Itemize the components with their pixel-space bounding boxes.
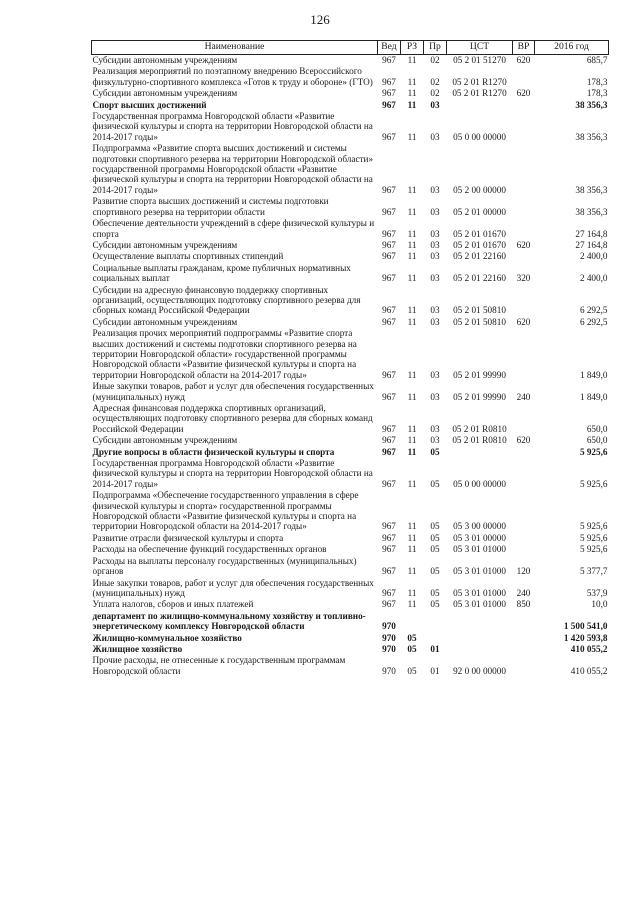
cell-name: Государственная программа Новгородской области «Развитие физической культуры и спорта на территории Новгородской области на 2014-2017 годы» <box>92 111 373 142</box>
cell-name: Обеспечение деятельности учреждений в сфере физической культуры и спорта <box>92 218 375 239</box>
cell-cst: 05 3 01 01000 <box>453 599 506 610</box>
cell-ved: 967 <box>382 446 396 457</box>
header-vr: ВР <box>513 41 535 55</box>
cell-cst: 05 2 01 22160 <box>453 273 506 284</box>
header-row <box>92 41 609 55</box>
cell-vr: 320 <box>516 273 531 284</box>
cell-ved: 967 <box>382 206 396 217</box>
cell-vr: 850 <box>516 599 531 610</box>
table-row <box>92 578 609 600</box>
table-row <box>92 196 609 218</box>
cell-sum: 38 356,3 <box>575 131 608 142</box>
budget-table <box>91 40 609 677</box>
cell-pr: 05 <box>430 478 440 489</box>
table-row <box>92 556 609 578</box>
table-row <box>92 143 609 196</box>
cell-sum: 5 377,7 <box>579 566 608 577</box>
cell-cst: 05 2 01 00000 <box>453 206 506 217</box>
cell-cst: 05 0 00 00000 <box>453 131 506 142</box>
cell-cst <box>447 611 513 633</box>
cell-ved: 970 <box>382 621 396 632</box>
table-row <box>92 55 609 67</box>
cell-rz: 11 <box>407 273 417 284</box>
cell-rz: 11 <box>407 184 417 195</box>
cell-sum: 5 925,6 <box>579 544 608 555</box>
cell-name: Субсидии автономным учреждениям <box>92 435 238 446</box>
table-row <box>92 88 609 99</box>
cell-sum: 5 925,6 <box>579 478 608 489</box>
cell-vr <box>513 66 535 88</box>
cell-rz: 11 <box>407 251 417 262</box>
cell-name: Субсидии автономным учреждениям <box>92 88 238 99</box>
cell-pr: 03 <box>430 305 440 316</box>
cell-cst: 05 2 01 R1270 <box>452 76 507 87</box>
cell-name: Адресная финансовая поддержка спортивных организаций, осуществляющих подготовку спортивного резерва для сборных команд Российской Федерации <box>92 403 373 434</box>
table-body <box>92 55 609 678</box>
cell-ved: 967 <box>382 131 396 142</box>
cell-vr <box>513 447 535 458</box>
cell-cst <box>447 100 513 111</box>
cell-vr <box>513 251 535 262</box>
cell-cst: 05 2 00 00000 <box>453 184 506 195</box>
cell-name: Иные закупки товаров, работ и услуг для обеспечения государственных (муниципальных) нужд <box>92 381 374 402</box>
cell-rz: 05 <box>407 665 417 676</box>
cell-vr <box>513 655 535 677</box>
cell-rz: 11 <box>407 446 417 457</box>
table-row <box>92 655 609 677</box>
cell-name: Спорт высших достижений <box>92 99 207 110</box>
cell-cst: 05 2 01 22160 <box>453 251 506 262</box>
cell-pr: 01 <box>430 643 440 654</box>
table-row <box>92 328 609 381</box>
cell-rz: 11 <box>407 305 417 316</box>
cell-rz <box>401 611 424 633</box>
cell-cst <box>447 633 513 644</box>
cell-name: Реализация мероприятий по поэтапному внедрению Всероссийского физкультурно-спортивного комплекса «Готов к труду и обороне» (ГТО) <box>92 66 373 87</box>
cell-ved: 967 <box>382 391 396 402</box>
cell-pr: 05 <box>430 544 440 555</box>
table-row <box>92 218 609 240</box>
table-row <box>92 490 609 533</box>
cell-ved: 967 <box>382 55 396 65</box>
cell-rz: 11 <box>407 239 417 250</box>
header-rz: РЗ <box>401 41 424 55</box>
cell-name: Субсидии автономным учреждениям <box>92 239 238 250</box>
cell-pr <box>424 633 447 644</box>
cell-rz: 11 <box>407 566 417 577</box>
cell-vr <box>513 544 535 555</box>
cell-sum: 38 356,3 <box>575 184 608 195</box>
cell-sum: 650,0 <box>586 423 608 434</box>
table-row <box>92 544 609 555</box>
cell-vr: 620 <box>516 316 531 327</box>
cell-cst: 05 3 01 01000 <box>453 587 506 598</box>
cell-ved: 967 <box>382 369 396 380</box>
cell-pr: 05 <box>430 532 440 543</box>
cell-sum: 685,7 <box>586 55 608 65</box>
cell-name: Подпрограмма «Развитие спорта высших достижений и системы подготовки спортивного резерва на территории Новгородской области» государственной программы Новгородской области «Развитие физической культуры и спорта на территории Новгородской области на 2014-2017 годы» <box>92 143 374 195</box>
cell-vr: 240 <box>516 587 531 598</box>
cell-cst: 05 3 01 01000 <box>453 544 506 555</box>
table-row <box>92 66 609 88</box>
cell-ved: 970 <box>382 643 396 654</box>
cell-ved: 967 <box>382 273 396 284</box>
cell-cst: 05 2 01 99990 <box>453 369 506 380</box>
cell-ved: 967 <box>382 599 396 610</box>
cell-name: Субсидии автономным учреждениям <box>92 316 238 327</box>
cell-vr <box>513 533 535 544</box>
cell-pr: 05 <box>430 521 440 532</box>
cell-name: Развитие спорта высших достижений и системы подготовки спортивного резерва на территории области <box>92 196 329 217</box>
table-row <box>92 599 609 610</box>
cell-name: Субсидии автономным учреждениям <box>92 55 238 65</box>
page-number: 126 <box>310 12 330 27</box>
cell-name: Другие вопросы в области физической культуры и спорта <box>92 446 335 457</box>
cell-vr <box>513 458 535 490</box>
cell-rz: 11 <box>407 131 417 142</box>
header-pr: Пр <box>424 41 447 55</box>
cell-vr: 620 <box>516 88 531 99</box>
cell-cst: 05 2 01 50810 <box>453 316 506 327</box>
table-row <box>92 403 609 435</box>
cell-pr: 03 <box>430 239 440 250</box>
table-row <box>92 240 609 251</box>
cell-pr: 01 <box>430 665 440 676</box>
cell-rz: 05 <box>407 643 417 654</box>
table-row <box>92 458 609 490</box>
cell-pr: 03 <box>430 131 440 142</box>
cell-name: Уплата налогов, сборов и иных платежей <box>92 599 254 610</box>
cell-cst: 05 2 01 51270 <box>453 55 506 65</box>
cell-cst <box>447 644 513 655</box>
table-header <box>92 41 609 55</box>
table-row <box>92 381 609 403</box>
cell-pr: 03 <box>430 99 440 110</box>
table-row <box>92 100 609 111</box>
cell-sum: 27 164,8 <box>575 228 608 239</box>
cell-rz: 11 <box>407 435 417 446</box>
cell-rz: 11 <box>407 587 417 598</box>
cell-pr: 03 <box>430 228 440 239</box>
cell-vr <box>513 111 535 143</box>
cell-sum: 1 849,0 <box>579 369 608 380</box>
cell-pr: 03 <box>430 369 440 380</box>
cell-rz: 05 <box>407 632 417 643</box>
cell-sum: 2 400,0 <box>579 251 608 262</box>
cell-rz: 11 <box>407 423 417 434</box>
cell-sum: 6 292,5 <box>579 316 608 327</box>
header-ved: Вед <box>378 41 401 55</box>
cell-sum: 38 356,3 <box>575 206 608 217</box>
cell-name: Субсидии на адресную финансовую поддержку спортивных организаций, осуществляющих подготовку спортивного резерва для сборных команд Российской Федерации <box>92 284 361 316</box>
cell-cst: 05 2 01 R1270 <box>452 88 507 99</box>
cell-vr: 120 <box>516 566 531 577</box>
cell-name: Иные закупки товаров, работ и услуг для обеспечения государственных (муниципальных) нужд <box>92 577 374 598</box>
cell-vr <box>513 403 535 435</box>
cell-cst: 05 2 01 R0810 <box>452 423 507 434</box>
table-row <box>92 447 609 458</box>
cell-name: Социальные выплаты гражданам, кроме публичных нормативных социальных выплат <box>92 262 351 284</box>
cell-cst: 05 3 01 00000 <box>453 532 506 543</box>
cell-vr <box>513 490 535 533</box>
cell-name: Подпрограмма «Обеспечение государственного управления в сфере физической культуры и спорта» государственной программы Новгородской области «Развитие физической культуры и спорта на территории Новгородской области на 2014-2017 годы» <box>92 490 359 532</box>
cell-ved: 967 <box>382 88 396 99</box>
cell-ved: 967 <box>382 544 396 555</box>
cell-ved: 967 <box>382 184 396 195</box>
cell-name: Расходы на обеспечение функций государственных органов <box>92 544 327 555</box>
cell-cst: 05 2 01 01670 <box>453 239 506 250</box>
cell-sum: 6 292,5 <box>579 305 608 316</box>
cell-pr: 02 <box>430 76 440 87</box>
cell-sum: 1 420 593,8 <box>563 632 608 643</box>
cell-sum: 5 925,6 <box>579 446 608 457</box>
cell-vr <box>513 611 535 633</box>
cell-name: Осуществление выплаты спортивных стипендий <box>92 251 284 262</box>
table-row <box>92 285 609 317</box>
cell-sum: 2 400,0 <box>579 273 608 284</box>
cell-vr <box>513 328 535 381</box>
header-name: Наименование <box>92 41 378 55</box>
cell-rz: 11 <box>407 88 417 99</box>
cell-vr: 620 <box>516 435 531 446</box>
cell-ved: 967 <box>382 305 396 316</box>
cell-vr <box>513 285 535 317</box>
cell-name: Развитие отрасли физической культуры и спорта <box>92 532 284 543</box>
cell-vr: 620 <box>516 55 531 65</box>
cell-rz: 11 <box>407 76 417 87</box>
cell-pr: 05 <box>430 599 440 610</box>
cell-vr <box>513 218 535 240</box>
cell-sum: 5 925,6 <box>579 521 608 532</box>
cell-rz: 11 <box>407 391 417 402</box>
cell-pr: 03 <box>430 391 440 402</box>
cell-sum: 178,3 <box>586 76 608 87</box>
cell-sum: 537,9 <box>586 587 608 598</box>
cell-ved: 967 <box>382 251 396 262</box>
cell-rz: 11 <box>407 521 417 532</box>
cell-name: Жилищное хозяйство <box>92 643 183 654</box>
cell-name: Государственная программа Новгородской области «Развитие физической культуры и спорта на территории Новгородской области на 2014-2017 годы» <box>92 458 373 489</box>
cell-rz: 11 <box>407 599 417 610</box>
header-cst: ЦСТ <box>447 41 513 55</box>
cell-ved: 967 <box>382 587 396 598</box>
cell-vr <box>513 644 535 655</box>
cell-cst <box>447 447 513 458</box>
cell-ved: 967 <box>382 478 396 489</box>
cell-pr: 05 <box>430 446 440 457</box>
table-row <box>92 611 609 633</box>
cell-rz: 11 <box>407 99 417 110</box>
cell-rz: 11 <box>407 228 417 239</box>
table-row <box>92 111 609 143</box>
cell-rz: 11 <box>407 55 417 65</box>
cell-sum: 10,0 <box>591 599 608 610</box>
cell-vr <box>513 633 535 644</box>
cell-ved: 970 <box>382 665 396 676</box>
cell-name: департамент по жилищно-коммунальному хозяйству и топливно-энергетическому комплексу Новгородской области <box>92 610 366 632</box>
table-row <box>92 251 609 262</box>
cell-ved: 970 <box>382 632 396 643</box>
cell-pr: 03 <box>430 273 440 284</box>
cell-pr: 03 <box>430 316 440 327</box>
cell-vr: 240 <box>516 391 531 402</box>
cell-cst: 05 2 01 R0810 <box>452 435 507 446</box>
cell-rz: 11 <box>407 544 417 555</box>
table-row <box>92 263 609 285</box>
cell-cst: 05 2 01 99990 <box>453 391 506 402</box>
cell-sum: 5 925,6 <box>579 532 608 543</box>
cell-ved: 967 <box>382 239 396 250</box>
cell-vr <box>513 100 535 111</box>
cell-pr: 05 <box>430 566 440 577</box>
cell-pr: 05 <box>430 587 440 598</box>
cell-name: Расходы на выплаты персоналу государственных (муниципальных) органов <box>92 555 357 577</box>
cell-vr <box>513 143 535 196</box>
table-row <box>92 633 609 644</box>
cell-ved: 967 <box>382 521 396 532</box>
cell-cst: 05 2 01 01670 <box>453 228 506 239</box>
table-row <box>92 435 609 446</box>
cell-rz: 11 <box>407 478 417 489</box>
cell-pr: 03 <box>430 423 440 434</box>
cell-pr: 03 <box>430 206 440 217</box>
table-row <box>92 533 609 544</box>
cell-sum: 410 055,2 <box>570 643 608 654</box>
cell-sum: 178,3 <box>586 88 608 99</box>
cell-sum: 38 356,3 <box>575 99 608 110</box>
cell-rz: 11 <box>407 369 417 380</box>
cell-rz: 11 <box>407 532 417 543</box>
cell-cst: 05 2 01 50810 <box>453 305 506 316</box>
header-sum: 2016 год <box>535 41 609 55</box>
cell-ved: 967 <box>382 76 396 87</box>
table-row <box>92 317 609 328</box>
cell-sum: 410 055,2 <box>570 665 608 676</box>
cell-ved: 967 <box>382 99 396 110</box>
cell-sum: 27 164,8 <box>575 239 608 250</box>
cell-pr <box>424 611 447 633</box>
cell-ved: 967 <box>382 316 396 327</box>
cell-cst: 05 3 01 01000 <box>453 566 506 577</box>
cell-ved: 967 <box>382 228 396 239</box>
cell-pr: 03 <box>430 184 440 195</box>
cell-name: Реализация прочих мероприятий подпрограммы «Развитие спорта высших достижений и системы подготовки спортивного резерва на территории Новгородской области» государственной программы Новгородской области «Развитие физической культуры и спорта на территории Новгородской области на 2014-2017 годы» <box>92 328 357 380</box>
cell-rz: 11 <box>407 316 417 327</box>
cell-name: Жилищно-коммунальное хозяйство <box>92 632 242 643</box>
cell-ved: 967 <box>382 435 396 446</box>
cell-ved: 967 <box>382 423 396 434</box>
cell-sum: 1 500 541,0 <box>563 621 608 632</box>
cell-pr: 03 <box>430 435 440 446</box>
cell-pr: 02 <box>430 55 440 65</box>
cell-cst: 05 3 00 00000 <box>453 521 506 532</box>
cell-cst: 05 0 00 00000 <box>453 478 506 489</box>
cell-pr: 03 <box>430 251 440 262</box>
cell-ved: 967 <box>382 532 396 543</box>
table-row <box>92 644 609 655</box>
cell-pr: 02 <box>430 88 440 99</box>
cell-vr <box>513 196 535 218</box>
cell-rz: 11 <box>407 206 417 217</box>
cell-vr: 620 <box>516 239 531 250</box>
cell-name: Прочие расходы, не отнесенные к государственным программам Новгородской области <box>92 655 346 676</box>
cell-ved: 967 <box>382 566 396 577</box>
cell-cst: 92 0 00 00000 <box>453 665 506 676</box>
cell-sum: 1 849,0 <box>579 391 608 402</box>
cell-sum: 650,0 <box>586 435 608 446</box>
